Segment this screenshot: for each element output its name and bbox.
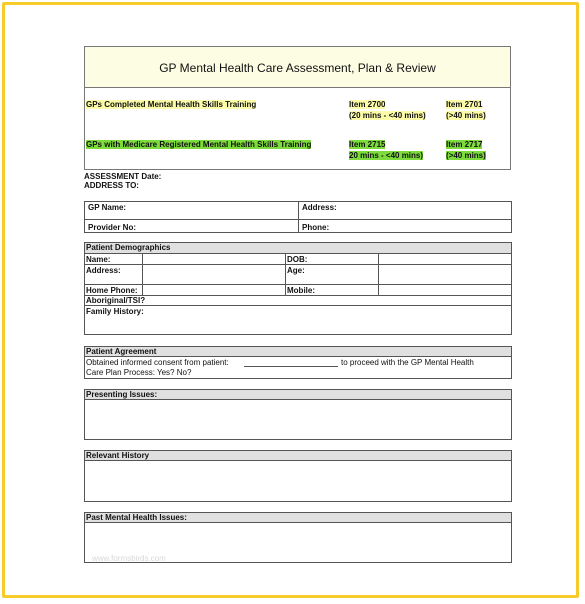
gp-address-field[interactable]: Address: [302, 203, 337, 212]
patient-age-field[interactable]: Age: [287, 266, 305, 275]
training-row-1-label: GPs Completed Mental Health Skills Training [86, 100, 257, 109]
training-row-1-time-b: (>40 mins) [446, 111, 486, 120]
training-row-1-item-a: Item 2700 [349, 100, 386, 109]
patient-name-field[interactable]: Name: [86, 255, 111, 264]
watermark: www.formsbirds.com [92, 554, 166, 563]
patient-address-field[interactable]: Address: [86, 266, 121, 275]
home-phone-field[interactable]: Home Phone: [86, 286, 138, 295]
patient-dob-field[interactable]: DOB: [287, 255, 308, 264]
demographics-header: Patient Demographics [86, 243, 171, 252]
care-plan-process-text[interactable]: Care Plan Process: Yes? No? [86, 368, 192, 377]
past-mental-health-header: Past Mental Health Issues: [86, 513, 187, 522]
family-history-field[interactable]: Family History: [86, 307, 144, 316]
consent-text-continued: to proceed with the GP Mental Health [341, 358, 474, 367]
training-row-2-time-a: 20 mins - <40 mins) [349, 151, 424, 160]
training-row-2-item-a: Item 2715 [349, 140, 386, 149]
gp-name-field[interactable]: GP Name: [88, 203, 127, 212]
agreement-header: Patient Agreement [86, 347, 157, 356]
presenting-issues-header: Presenting Issues: [86, 390, 158, 399]
provider-no-field[interactable]: Provider No: [88, 223, 137, 232]
assessment-date-label: ASSESSMENT Date: [84, 172, 162, 181]
page-title: GP Mental Health Care Assessment, Plan & Review [84, 46, 511, 88]
training-row-2-label: GPs with Medicare Registered Mental Health Skills Training [86, 140, 312, 149]
training-row-2-item-b: Item 2717 [446, 140, 483, 149]
relevant-history-header: Relevant History [86, 451, 150, 460]
training-row-1-item-b: Item 2701 [446, 100, 483, 109]
training-row-2-time-b: (>40 mins) [446, 151, 486, 160]
mobile-field[interactable]: Mobile: [287, 286, 315, 295]
consent-blank-line [244, 366, 338, 367]
training-row-1-time-a: (20 mins - <40 mins) [349, 111, 426, 120]
gp-phone-field[interactable]: Phone: [302, 223, 330, 232]
address-to-label: ADDRESS TO: [84, 181, 139, 190]
aboriginal-tsi-field[interactable]: Aboriginal/TSI? [86, 296, 146, 305]
consent-text: Obtained informed consent from patient: [86, 358, 229, 367]
